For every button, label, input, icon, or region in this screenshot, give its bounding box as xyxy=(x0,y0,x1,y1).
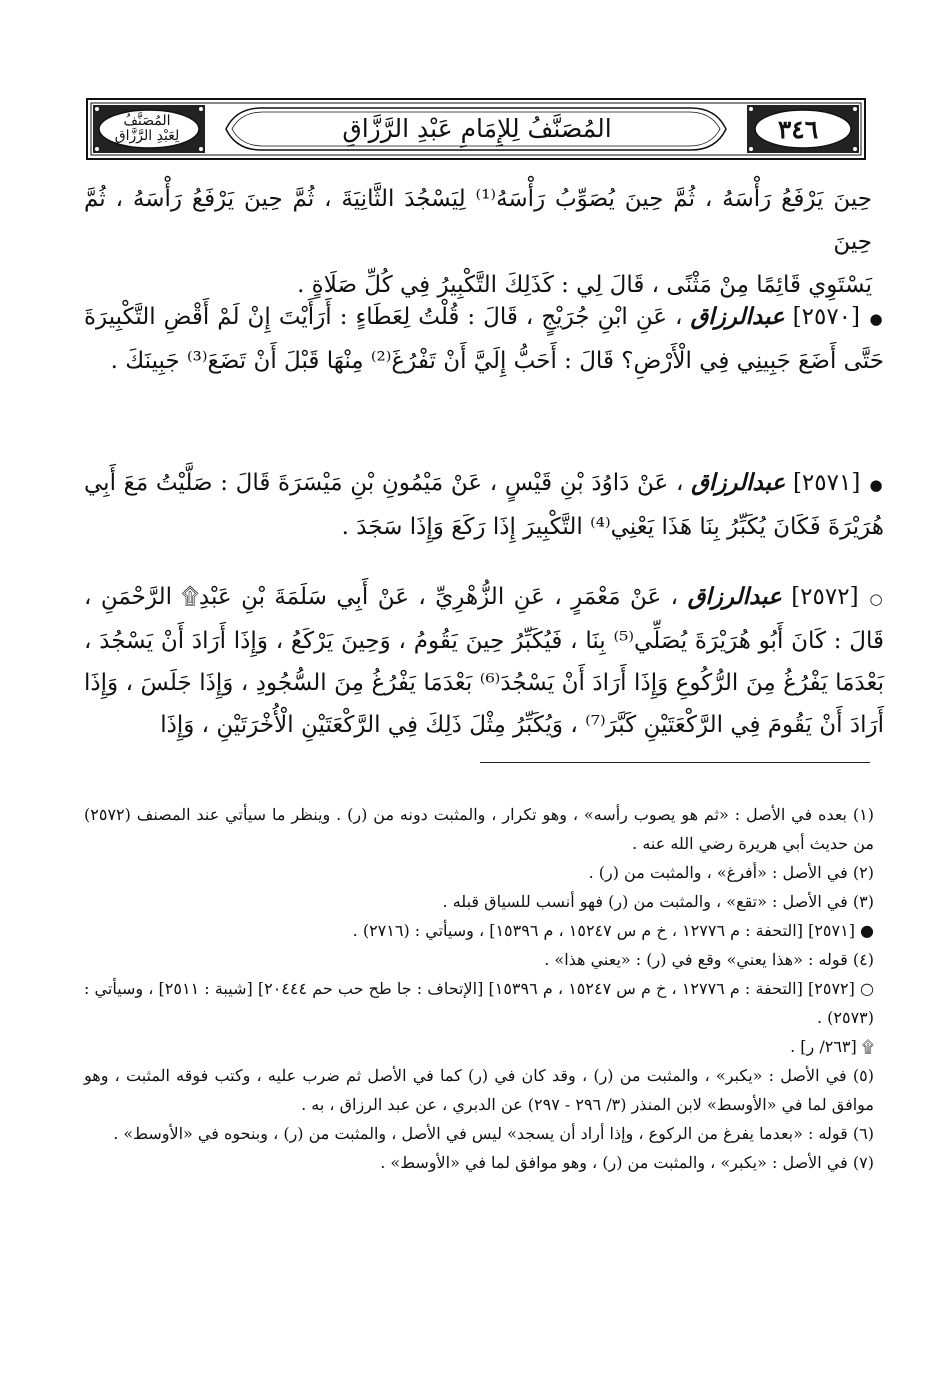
entry-text: ، عَنِ ابْنِ جُرَيْجٍ ، قَالَ : قُلْتُ لِعَطَاءٍ : أَرَأَيْتَ إِنْ لَمْ أَقْضِ التَّكْبِيرَةَ حَتَّى أَضَعَ جَبِينِي فِي الْأَرْضِ؟ قَالَ : أَحَبُّ إِلَيَّ أَنْ تَفْرُغَ⁽²⁾ مِنْهَا قَبْلَ أَنْ تَضَعَ⁽³⁾ جَبِينَكَ . xyxy=(84,304,884,374)
footnote: ● [٢٥٧١] [التحفة : م ١٢٧٧٦ ، خ م س ١٥٢٤٧ ، م ١٥٣٩٦] ، وسيأتي : (٢٧١٦) . xyxy=(352,921,874,940)
footnote: ○ [٢٥٧٢] [التحفة : م ١٢٧٧٦ ، خ م س ١٥٢٤٧ ، م ١٥٣٩٦] [الإتحاف : جا طح حب حم ٢٠٤٤٤] [شيبة : ٢٥١١] ، وسيأتي : (٢٥٧٣) . xyxy=(84,979,875,1027)
page-number: ٣٤٦ xyxy=(777,114,819,144)
badge-line-2: لِعَبْدِ الرَّزَّاقِ xyxy=(114,128,180,144)
hadith-entry-2570 xyxy=(84,296,884,382)
entry-text: ، عَنْ مَعْمَرٍ ، عَنِ الزُّهْرِيِّ ، عَنْ أَبِي سَلَمَةَ بْنِ عَبْدِ۩ الرَّحْمَنِ ، قَالَ : كَانَ أَبُو هُرَيْرَةَ يُصَلِّي⁽⁵⁾ بِنَا ، فَيُكَبِّرُ حِينَ يَقُومُ ، وَحِينَ يَرْكَعُ ، وَإِذَا أَرَادَ أَنْ يَسْجُدَ ، بَعْدَمَا يَفْرُغُ مِنَ الرُّكُوعِ وَإِذَا أَرَادَ أَنْ يَسْجُدَ⁽⁶⁾ بَعْدَمَا يَفْرُغُ مِنَ السُّجُودِ ، وَإِذَا جَلَسَ ، وَإِذَا أَرَادَ أَنْ يَقُومَ فِي الرَّكْعَتَيْنِ كَبَّرَ⁽⁷⁾ ، وَيُكَبِّرُ مِثْلَ ذَلِكَ فِي الرَّكْعَتَيْنِ الْأُخْرَتَيْنِ ، وَإِذَا xyxy=(84,584,884,738)
footnotes xyxy=(84,800,874,1177)
entry-number: [٢٥٧٠] xyxy=(792,304,861,330)
entry-author: عبدالرزاق xyxy=(691,469,786,496)
hadith-entry-2571 xyxy=(84,462,884,548)
footnote: (٣) في الأصل : «تقع» ، والمثبت من (ر) فهو أنسب للسياق قبله . xyxy=(442,892,874,911)
entry-author: عبدالرزاق xyxy=(687,583,782,610)
page-header xyxy=(86,98,866,160)
hadith-entry-2572 xyxy=(84,576,884,746)
entry-number: [٢٥٧١] xyxy=(792,470,861,496)
intro-line-1: حِينَ يَرْفَعُ رَأْسَهُ ، ثُمَّ حِينَ يُصَوِّبُ رَأْسَهُ⁽¹⁾ لِيَسْجُدَ الثَّانِيَةَ ، ثُمَّ حِينَ يَرْفَعُ رَأْسَهُ ، ثُمَّ حِينَ xyxy=(84,186,872,255)
entry-marker: ● xyxy=(869,476,883,494)
entry-marker: ○ xyxy=(869,590,883,608)
footnote-separator xyxy=(480,762,870,763)
header-title: المُصَنَّفُ لِلإِمَامِ عَبْدِ الرَّزَّاقِ xyxy=(342,113,612,143)
entry-number: [٢٥٧٢] xyxy=(791,584,859,610)
intro-paragraph xyxy=(84,178,872,307)
footnote: (٦) قوله : «بعدما يفرغ من الركوع ، وإذا أراد أن يسجد» ليس في الأصل ، والمثبت من (ر) ، وبنحوه في «الأوسط» . xyxy=(113,1124,874,1143)
entry-marker: ● xyxy=(869,310,883,328)
footnote: (٧) في الأصل : «يكبر» ، والمثبت من (ر) ، وهو موافق لما في «الأوسط» . xyxy=(380,1153,874,1172)
footnote: ۩ [٢٦٣/ ر] . xyxy=(790,1037,874,1056)
footnote: (١) بعده في الأصل : «ثم هو يصوب رأسه» ، وهو تكرار ، والمثبت دونه من (ر) . وينظر ما سيأتي عند المصنف (٢٥٧٢) من حديث أبي هريرة رضي الله عنه . xyxy=(84,805,874,853)
badge-line-1: المُصَنَّفُ xyxy=(123,113,171,129)
footnote: (٢) في الأصل : «أفرغ» ، والمثبت من (ر) . xyxy=(588,863,874,882)
header-book-badge xyxy=(92,114,202,144)
footnote: (٤) قوله : «هذا يعني» وقع في (ر) : «يعني هذا» . xyxy=(544,950,874,969)
intro-line-2: يَسْتَوِي قَائِمًا مِنْ مَثْنًى ، قَالَ لِي : كَذَلِكَ التَّكْبِيرُ فِي كُلِّ صَلَاةٍ . xyxy=(297,272,872,298)
footnote: (٥) في الأصل : «يكبر» ، والمثبت من (ر) ، وقد كان في (ر) كما في الأصل ثم ضرب عليه ، وكتب فوقه المثبت ، وهو موافق لما في «الأوسط» لابن المنذر (٣/ ٢٩٦ - ٢٩٧) عن الدبري ، عن عبد الرزاق ، به . xyxy=(84,1066,874,1114)
entry-author: عبدالرزاق xyxy=(690,303,785,330)
entry-text: ، عَنْ دَاوُدَ بْنِ قَيْسٍ ، عَنْ مَيْمُونِ بْنِ مَيْسَرَةَ قَالَ : صَلَّيْتُ مَعَ أَبِي هُرَيْرَةَ فَكَانَ يُكَبِّرُ بِنَا هَذَا يَعْنِي⁽⁴⁾ التَّكْبِيرَ إِذَا رَكَعَ وَإِذَا سَجَدَ . xyxy=(84,470,884,540)
